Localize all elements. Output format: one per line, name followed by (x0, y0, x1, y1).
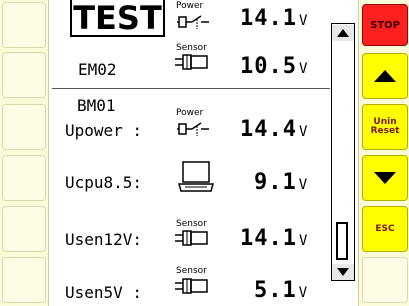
row-label-usen12v: Usen12V: (65, 230, 143, 249)
up-button[interactable] (362, 53, 408, 99)
scroll-up-button[interactable] (332, 25, 354, 41)
power-label: Power (176, 1, 204, 11)
right-softkey-panel (358, 0, 409, 306)
sensor-icon (175, 53, 211, 71)
em02-voltage-value: 10.5 V (240, 54, 309, 79)
power-voltage-value: 14.1 V (240, 6, 309, 31)
relay-icon (177, 13, 211, 33)
page-title: TEST (70, 0, 165, 37)
row-label-em02: EM02 (78, 60, 117, 79)
row-label-ucpu: Ucpu8.5: (65, 173, 143, 192)
left-softkey-5[interactable] (2, 206, 46, 252)
down-button[interactable] (362, 155, 408, 201)
scroll-thumb[interactable] (336, 222, 348, 260)
ucpu-voltage-value: 9.1 V (254, 170, 309, 195)
right-softkey-6[interactable] (362, 257, 408, 303)
left-softkey-6[interactable] (2, 257, 46, 303)
arrow-up-icon (373, 69, 397, 83)
sensor-icon (175, 229, 211, 247)
arrow-down-icon (373, 171, 397, 185)
esc-button[interactable]: ESC (362, 206, 408, 252)
unin-reset-label-line1: Unin (373, 117, 397, 127)
usen12v-voltage-value: 14.1 V (240, 226, 309, 251)
upower-voltage-value: 14.4 V (240, 117, 309, 142)
unin-reset-button[interactable] (362, 104, 408, 150)
header-divider (52, 88, 330, 89)
row-label-upower: Upower : (65, 121, 143, 140)
relay-icon (177, 120, 211, 140)
triangle-up-icon (336, 28, 350, 38)
left-softkey-3[interactable] (2, 104, 46, 150)
section-label-bm01: BM01 (77, 96, 116, 115)
row-label-usen5v: Usen5V : (65, 283, 143, 302)
vertical-scrollbar[interactable] (331, 23, 355, 281)
laptop-icon (178, 160, 214, 194)
sensor-icon (175, 277, 211, 295)
stop-button[interactable]: STOP (362, 4, 408, 46)
left-softkey-2[interactable] (2, 52, 46, 98)
left-softkey-4[interactable] (2, 155, 46, 201)
usen5v-voltage-value: 5.1 V (254, 278, 309, 303)
scroll-down-button[interactable] (332, 264, 354, 280)
sensor-label: Sensor (176, 219, 207, 229)
sensor-label: Sensor (176, 43, 207, 53)
left-softkey-panel (0, 0, 49, 306)
power-label: Power (176, 108, 204, 118)
sensor-label: Sensor (176, 266, 207, 276)
left-softkey-1[interactable] (2, 2, 46, 48)
unin-reset-label-line2: Reset (370, 126, 400, 136)
triangle-down-icon (336, 267, 350, 277)
